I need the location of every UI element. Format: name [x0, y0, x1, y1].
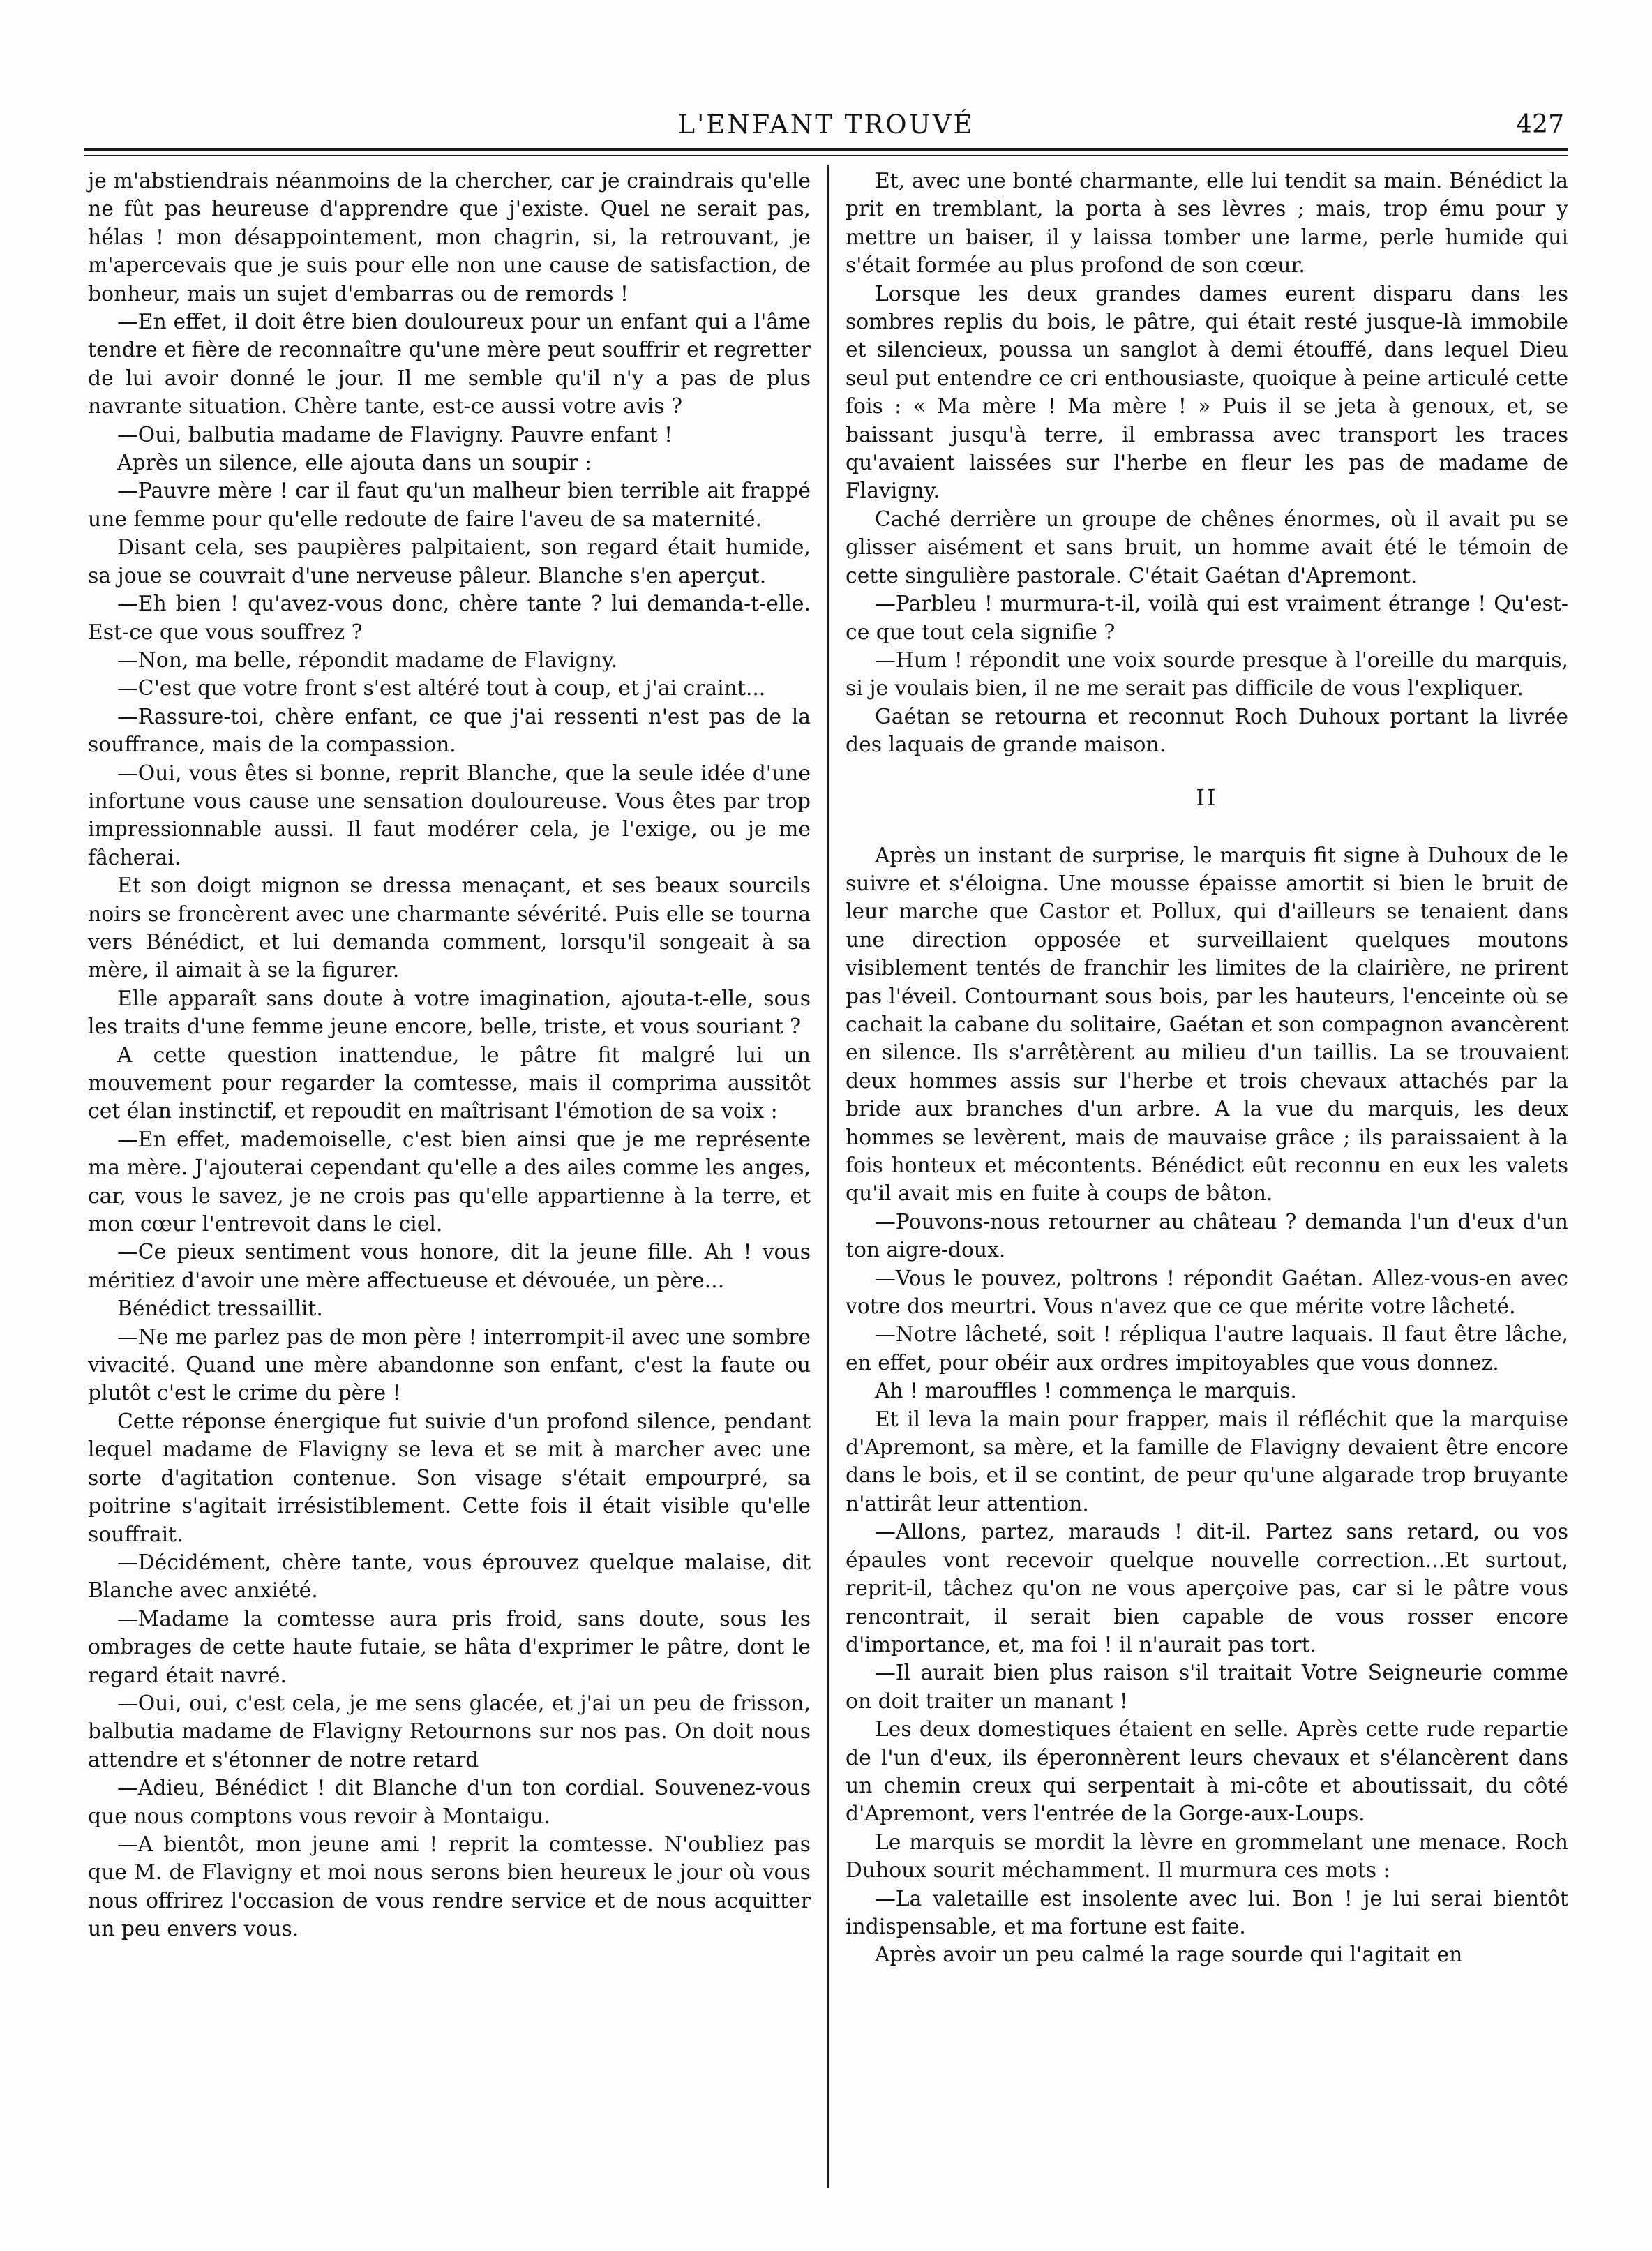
- paragraph: Bénédict tressaillit.: [117, 1296, 323, 1322]
- paragraph: —En effet, il doit être bien douloureux pour un enfant qui a l'âme tendre et fière de reconnaître qu'une mère peut souffrir et regretter de lui avoir donné le jour. Il me semble qu'il n'y a pas de plus navrante situation. Chère tante, est-ce aussi votre avis ?: [88, 310, 811, 419]
- paragraph: —La valetaille est insolente avec lui. Bon ! je lui serai bientôt indispensable, et ma fortune est faite.: [846, 1886, 1568, 1939]
- header-rule-thin: [84, 155, 1568, 156]
- header-rule-thick: [84, 148, 1568, 151]
- paragraph: —Oui, oui, c'est cela, je me sens glacée, et j'ai un peu de frisson, balbutia madame de Flavigny Retournons sur nos pas. On doit nous attendre et s'étonner de notre retard: [88, 1691, 811, 1772]
- paragraph: —Eh bien ! qu'avez-vous donc, chère tante ? lui demanda-t-elle. Est-ce que vous souffrez ?: [88, 592, 811, 645]
- running-title: L'ENFANT TROUVÉ: [677, 110, 975, 140]
- page-number: 427: [1516, 110, 1564, 139]
- paragraph: —Il aurait bien plus raison s'il traitait Votre Seigneurie comme on doit traiter un manant !: [846, 1661, 1568, 1714]
- paragraph: —Ne me parlez pas de mon père ! interrompit-il avec une sombre vivacité. Quand une mère abandonne son enfant, c'est la faute ou plutôt c'est le crime du père !: [88, 1324, 811, 1406]
- paragraph: —Pouvons-nous retourner au château ? demanda l'un d'eux d'un ton aigre-doux.: [846, 1209, 1568, 1263]
- paragraph: —Parbleu ! murmura-t-il, voilà qui est vraiment étrange ! Qu'est-ce que tout cela signifie ?: [846, 592, 1568, 645]
- paragraph: Après un silence, elle ajouta dans un soupir :: [117, 451, 592, 476]
- paragraph: —Hum ! répondit une voix sourde presque à l'oreille du marquis, si je voulais bien, il ne me serait pas difficile de vous l'expliquer.: [846, 648, 1568, 701]
- paragraph: —Adieu, Bénédict ! dit Blanche d'un ton cordial. Souvenez-vous que nous comptons vous revoir à Montaigu.: [88, 1776, 811, 1829]
- paragraph: Après avoir un peu calmé la rage sourde qui l'agitait en: [875, 1943, 1463, 1968]
- paragraph: je m'abstiendrais néanmoins de la chercher, car je craindrais qu'elle ne fût pas heureuse d'apprendre que j'existe. Quel ne serait pas, hélas ! mon désappointement, mon chagrin, si, la retrouvant, je m'apercevais que je suis pour elle non une cause de satisfaction, de bonheur, mais un sujet d'embarras ou de remords !: [88, 169, 811, 306]
- paragraph: —Pauvre mère ! car il faut qu'un malheur bien terrible ait frappé une femme pour qu'elle redoute de faire l'aveu de sa maternité.: [88, 479, 811, 532]
- paragraph: Cette réponse énergique fut suivie d'un profond silence, pendant lequel madame de Flavigny se leva et se mit à marcher avec une sorte d'agitation contenue. Son visage s'était empourpré, sa poitrine s'agitait irrésistiblement. Cette fois il était visible qu'elle souffrait.: [88, 1409, 811, 1547]
- right-column: [846, 167, 1568, 1970]
- paragraph: —Ce pieux sentiment vous honore, dit la jeune fille. Ah ! vous méritiez d'avoir une mère affectueuse et dévouée, un père...: [88, 1240, 811, 1293]
- section-heading: II: [1196, 784, 1218, 811]
- left-column: [88, 167, 811, 1944]
- paragraph: —Notre lâcheté, soit ! répliqua l'autre laquais. Il faut être lâche, en effet, pour obéir aux ordres impitoyables que vous donnez.: [846, 1322, 1568, 1375]
- paragraph: A cette question inattendue, le pâtre fit malgré lui un mouvement pour regarder la comtesse, mais il comprima aussitôt cet élan instinctif, et repoudit en maîtrisant l'émotion de sa voix :: [88, 1042, 811, 1124]
- paragraph: Caché derrière un groupe de chênes énormes, où il avait pu se glisser aisément et sans bruit, un homme avait été le témoin de cette singulière pastorale. C'était Gaétan d'Apremont.: [846, 507, 1568, 588]
- page-header: [84, 105, 1568, 147]
- paragraph: —Madame la comtesse aura pris froid, sans doute, sous les ombrages de cette haute futaie, se hâta d'exprimer le pâtre, dont le regard était navré.: [88, 1606, 811, 1688]
- paragraph: —Oui, vous êtes si bonne, reprit Blanche, que la seule idée d'une infortune vous cause une sensation douloureuse. Vous êtes par trop impressionnable aussi. Il faut modérer cela, je l'exige, ou je me fâcherai.: [88, 761, 811, 870]
- paragraph: —Non, ma belle, répondit madame de Flavigny.: [117, 648, 618, 673]
- paragraph: Après un instant de surprise, le marquis fit signe à Duhoux de le suivre et s'éloigna. Une mousse épaisse amortit si bien le bruit de leur marche que Castor et Pollux, qui d'ailleurs se tenaient dans une direction opposée et surveillaient quelques moutons visiblement tentés de franchir les limites de la clairière, ne prirent pas l'éveil. Contournant sous bois, par les hauteurs, l'enceinte où se cachait la cabane du solitaire, Gaétan et son compagnon avancèrent en silence. Ils s'arrêtèrent au milieu d'un taillis. La se trouvaient deux hommes assis sur l'herbe et trois chevaux attachés par la bride aux branches d'un arbre. A la vue du marquis, les deux hommes se levèrent, mais de mauvaise grâce ; ils paraissaient à la fois honteux et mécontents. Bénédict eût reconnu en eux les valets qu'il avait mis en fuite à coups de bâton.: [846, 843, 1568, 1206]
- paragraph: —Rassure-toi, chère enfant, ce que j'ai ressenti n'est pas de la souffrance, mais de la compassion.: [88, 704, 811, 758]
- paragraph: —Oui, balbutia madame de Flavigny. Pauvre enfant !: [117, 422, 673, 447]
- paragraph: Ah ! marouffles ! commença le marquis.: [875, 1379, 1297, 1404]
- paragraph: —En effet, mademoiselle, c'est bien ainsi que je me représente ma mère. J'ajouterai cependant qu'elle a des ailes comme les anges, car, vous le savez, je ne crois pas qu'elle appartienne à la terre, et mon cœur l'entrevoit dans le ciel.: [88, 1127, 811, 1237]
- paragraph: Les deux domestiques étaient en selle. Après cette rude repartie de l'un d'eux, ils éperonnèrent leurs chevaux et s'élancèrent dans un chemin creux qui serpentait à mi-côte et aboutissait, du côté d'Apremont, vers l'entrée de la Gorge-aux-Loups.: [846, 1717, 1568, 1827]
- paragraph: —Décidément, chère tante, vous éprouvez quelque malaise, dit Blanche avec anxiété.: [88, 1550, 811, 1603]
- paragraph: Disant cela, ses paupières palpitaient, son regard était humide, sa joue se couvrait d'une nerveuse pâleur. Blanche s'en aperçut.: [88, 535, 811, 588]
- paragraph: —A bientôt, mon jeune ami ! reprit la comtesse. N'oubliez pas que M. de Flavigny et moi nous serons bien heureux le jour où vous nous offrirez l'occasion de vous rendre service et de nous acquitter un peu envers vous.: [88, 1832, 811, 1942]
- paragraph: —Allons, partez, marauds ! dit-il. Partez sans retard, ou vos épaules vont recevoir quelque nouvelle correction...Et surtout, reprit-il, tâchez qu'on ne vous aperçoive pas, car si le pâtre vous rencontrait, il serait bien capable de vous rosser encore d'importance, et, ma foi ! il n'aurait pas tort.: [846, 1520, 1568, 1657]
- paragraph: Et, avec une bonté charmante, elle lui tendit sa main. Bénédict la prit en tremblant, la porta à ses lèvres ; mais, trop ému pour y mettre un baiser, il y laissa tomber une larme, perle humide qui s'était formée au plus profond de son cœur.: [846, 169, 1568, 278]
- paragraph: Lorsque les deux grandes dames eurent disparu dans les sombres replis du bois, le pâtre, qui était resté jusque-là immobile et silencieux, poussa un sanglot à demi étouffé, dans lequel Dieu seul put entendre ce cri enthousiaste, quoique à peine articulé cette fois : « Ma mère ! Ma mère ! » Puis il se jeta à genoux, et, se baissant jusqu'à terre, il embrassa avec transport les traces qu'avaient laissées sur l'herbe en fleur les pas de madame de Flavigny.: [846, 281, 1568, 504]
- paragraph: —Vous le pouvez, poltrons ! répondit Gaétan. Allez-vous-en avec votre dos meurtri. Vous n'avez que ce que mérite votre lâcheté.: [846, 1266, 1568, 1319]
- paragraph: Et son doigt mignon se dressa menaçant, et ses beaux sourcils noirs se froncèrent avec une charmante sévérité. Puis elle se tourna vers Bénédict, et lui demanda comment, lorsqu'il songeait à sa mère, il aimait à se la figurer.: [88, 874, 811, 983]
- column-divider: [827, 165, 829, 2188]
- paragraph: Le marquis se mordit la lèvre en grommelant une menace. Roch Duhoux sourit méchamment. Il murmura ces mots :: [846, 1830, 1568, 1883]
- paragraph: Gaétan se retourna et reconnut Roch Duhoux portant la livrée des laquais de grande maison.: [846, 704, 1568, 758]
- paragraph: Et il leva la main pour frapper, mais il réfléchit que la marquise d'Apremont, sa mère, et la famille de Flavigny devaient être encore dans le bois, et il se contint, de peur qu'une algarade trop bruyante n'attirât leur attention.: [846, 1407, 1568, 1516]
- paragraph: Elle apparaît sans doute à votre imagination, ajouta-t-elle, sous les traits d'une femme jeune encore, belle, triste, et vous souriant ?: [88, 986, 811, 1040]
- paragraph: —C'est que votre front s'est altéré tout à coup, et j'ai craint...: [117, 676, 766, 701]
